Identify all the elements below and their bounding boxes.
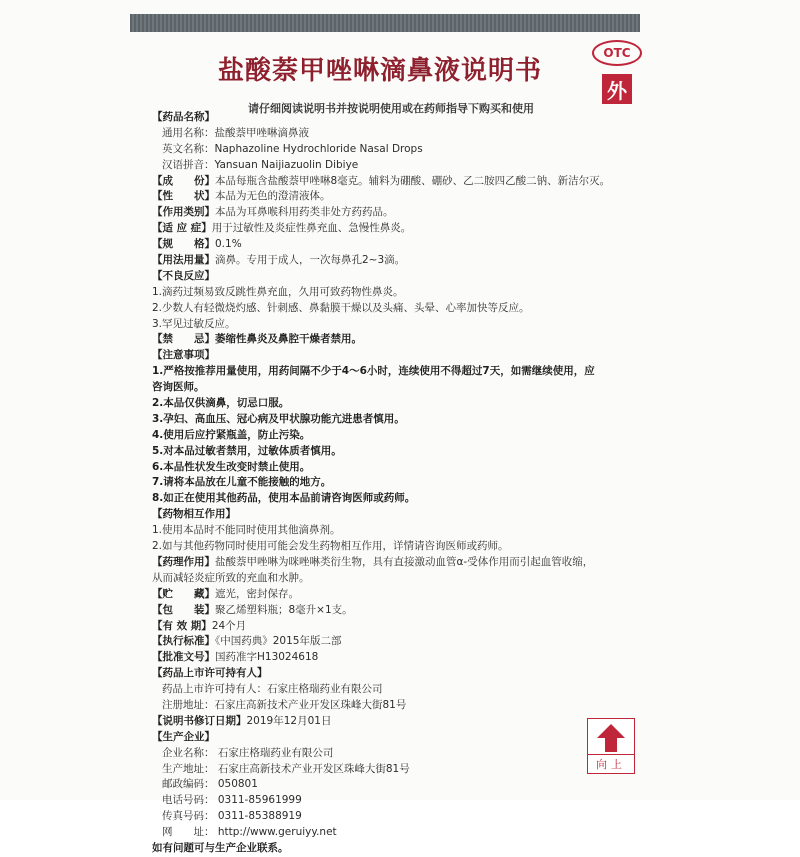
manufacturer-phone: 电话号码： 0311-85961999 (162, 794, 302, 807)
precaution-item: 6.本品性状发生改变时禁止使用。 (152, 460, 311, 473)
manufacturer-label: 【生产企业】 (152, 730, 215, 743)
external-use-mark: 外 (602, 74, 632, 104)
package-text: 聚乙烯塑料瓶；8毫升×1支。 (215, 603, 353, 616)
dosage-row (152, 253, 652, 269)
composition-label: 【成 份】 (152, 174, 215, 187)
otc-mark: OTC (592, 40, 642, 66)
storage-label: 【贮 藏】 (152, 587, 215, 600)
drug-name-label: 【药品名称】 (152, 111, 215, 123)
pharmacology-text-continued: 从而减轻炎症所致的充血和水肿。 (152, 571, 310, 584)
precaution-item: 5.对本品过敏者禁用，过敏体质者慎用。 (152, 444, 342, 457)
validity-text: 24个月 (211, 619, 247, 632)
indications-label: 【适 应 症】 (152, 222, 212, 235)
leaflet-body (152, 110, 652, 857)
precaution-item: 7.请将本品放在儿童不能接触的地方。 (152, 476, 332, 489)
manufacturer-address: 生产地址： 石家庄高新技术产业开发区珠峰大街81号 (162, 762, 410, 775)
storage-text: 遮光，密封保存。 (215, 587, 299, 600)
indications-row (152, 221, 652, 237)
interaction-item: 1.使用本品时不能同时使用其他滴鼻剂。 (152, 524, 341, 537)
contraindications-text: 萎缩性鼻炎及鼻腔干燥者禁用。 (215, 333, 362, 346)
leaflet-title: 盐酸萘甲唑啉滴鼻液说明书 (218, 56, 543, 86)
spec-label: 【规 格】 (152, 238, 215, 251)
revision-row (152, 714, 652, 730)
appearance-row (152, 189, 652, 205)
category-row (152, 205, 652, 221)
storage-row (152, 587, 652, 603)
adverse-label: 【不良反应】 (152, 269, 215, 282)
manufacturer-company: 企业名称： 石家庄格瑞药业有限公司 (162, 746, 334, 759)
revision-label: 【说明书修订日期】 (152, 714, 247, 727)
interactions-label: 【药物相互作用】 (152, 508, 236, 521)
dosage-text: 滴鼻。专用于成人，一次每鼻孔2~3滴。 (215, 254, 406, 267)
english-name: 英文名称：Naphazoline Hydrochloride Nasal Drops (162, 142, 423, 155)
pharmacology-text: 盐酸萘甲唑啉为咪唑啉类衍生物，具有直接激动血管α-受体作用而引起血管收缩， (215, 555, 594, 568)
adverse-item: 2.少数人有轻微烧灼感、针刺感、鼻黏膜干燥以及头痛、头晕、心率加快等反应。 (152, 301, 530, 314)
spec-text: 0.1% (215, 238, 242, 251)
top-color-band (130, 14, 640, 32)
holder-name: 药品上市许可持有人：石家庄格瑞药业有限公司 (162, 683, 383, 696)
adverse-item: 3.罕见过敏反应。 (152, 317, 236, 330)
up-arrow-icon (596, 723, 626, 753)
contraindications-label: 【禁 忌】 (152, 333, 215, 346)
validity-label: 【有 效 期】 (152, 619, 212, 632)
manufacturer-postcode: 邮政编码： 050801 (162, 778, 258, 791)
revision-text: 2019年12月01日 (246, 714, 332, 727)
pharmacology-row (152, 555, 652, 571)
holder-label: 【药品上市许可持有人】 (152, 667, 268, 680)
usage-notice: 请仔细阅读说明书并按说明使用或在药师指导下购买和使用 (248, 102, 534, 115)
precaution-item: 3.孕妇、高血压、冠心病及甲状腺功能亢进患者慎用。 (152, 412, 405, 425)
category-text: 本品为耳鼻喉科用药类非处方药药品。 (215, 206, 394, 219)
footer-note: 如有问题可与生产企业联系。 (152, 841, 289, 854)
adverse-item: 1.滴药过频易致反跳性鼻充血，久用可致药物性鼻炎。 (152, 285, 404, 298)
common-name: 通用名称：盐酸萘甲唑啉滴鼻液 (162, 126, 309, 139)
standard-row (152, 634, 652, 650)
precaution-item: 8.如正在使用其他药品，使用本品前请咨询医师或药师。 (152, 492, 416, 505)
appearance-label: 【性 状】 (152, 190, 215, 203)
standard-label: 【执行标准】 (152, 635, 215, 648)
approval-text: 国药准字H13024618 (215, 651, 319, 664)
composition-text: 本品每瓶含盐酸萘甲唑啉8毫克。辅料为硼酸、硼砂、乙二胺四乙酸二钠、新洁尔灭。 (215, 174, 611, 187)
validity-row (152, 619, 652, 635)
precautions-label: 【注意事项】 (152, 349, 215, 362)
precaution-item: 2.本品仅供滴鼻，切忌口服。 (152, 397, 290, 410)
manufacturer-website: 网 址： http://www.geruiyy.net (162, 826, 337, 839)
pharmacology-label: 【药理作用】 (152, 555, 215, 568)
spec-row (152, 237, 652, 253)
composition-row (152, 174, 652, 190)
this-side-up-mark (587, 718, 635, 774)
this-side-up-label: 向上 (588, 754, 634, 773)
package-row (152, 603, 652, 619)
appearance-text: 本品为无色的澄清液体。 (215, 190, 331, 203)
approval-row (152, 650, 652, 666)
precaution-item: 1.严格按推荐用量使用，用药间隔不少于4～6小时，连续使用不得超过7天，如需继续使用，应 (152, 365, 595, 378)
holder-address: 注册地址：石家庄高新技术产业开发区珠峰大街81号 (162, 698, 407, 711)
indications-text: 用于过敏性及炎症性鼻充血、急慢性鼻炎。 (211, 222, 412, 235)
approval-label: 【批准文号】 (152, 651, 215, 664)
dosage-label: 【用法用量】 (152, 254, 215, 267)
package-label: 【包 装】 (152, 603, 215, 616)
contraindications-row (152, 332, 652, 348)
precaution-item: 4.使用后应拧紧瓶盖，防止污染。 (152, 428, 311, 441)
pinyin-name: 汉语拼音：Yansuan Naijiazuolin Dibiye (162, 158, 359, 171)
category-label: 【作用类别】 (152, 206, 215, 219)
manufacturer-fax: 传真号码： 0311-85388919 (162, 810, 302, 823)
interaction-item: 2.如与其他药物同时使用可能会发生药物相互作用，详情请咨询医师或药师。 (152, 540, 509, 553)
precaution-item: 咨询医师。 (152, 381, 205, 394)
standard-text: 《中国药典》2015年版二部 (215, 635, 342, 648)
